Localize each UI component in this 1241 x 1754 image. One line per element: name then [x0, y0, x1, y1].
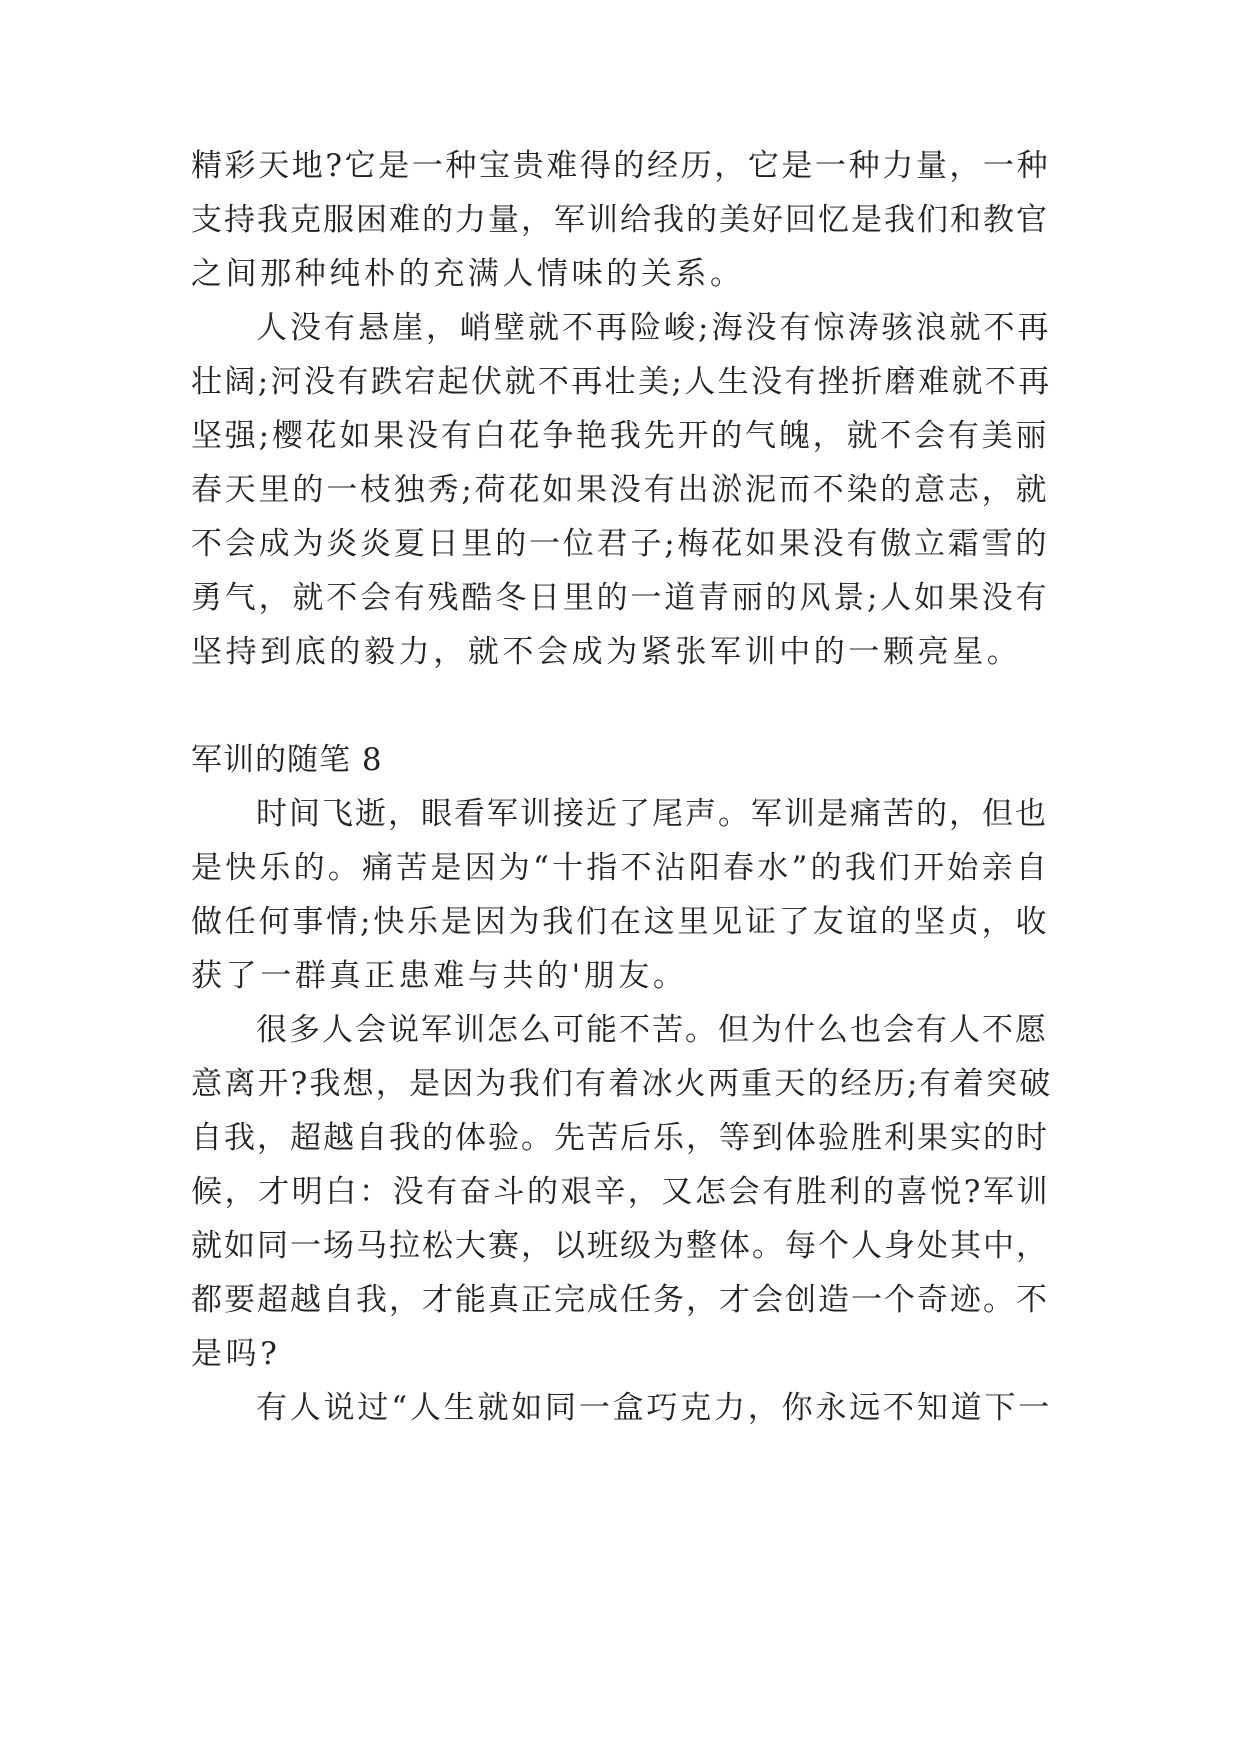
text-line: 春天里的一枝独秀;荷花如果没有出淤泥而不染的意志，就	[191, 472, 1050, 508]
text-line: 支持我克服困难的力量，军训给我的美好回忆是我们和教官	[191, 202, 1049, 238]
paragraph-first-line: 时间飞逝，眼看军训接近了尾声。军训是痛苦的，但也	[256, 796, 1048, 832]
text-line: 意离开?我想，是因为我们有着冰火两重天的经历;有着突破	[191, 1066, 1053, 1102]
section-heading: 军训的随笔 8	[191, 742, 383, 778]
text-line: 自我，超越自我的体验。先苦后乐，等到体验胜利果实的时	[191, 1120, 1049, 1156]
text-line: 精彩天地?它是一种宝贵难得的经历，它是一种力量，一种	[191, 148, 1051, 184]
text-line: 坚持到底的毅力，就不会成为紧张军训中的一颗亮星。	[191, 634, 1022, 670]
paragraph-first-line: 有人说过“人生就如同一盒巧克力，你永远不知道下一	[256, 1390, 1053, 1426]
text-line: 勇气，就不会有残酷冬日里的一道青丽的风景;人如果没有	[191, 580, 1050, 616]
text-line: 壮阔;河没有跌宕起伏就不再壮美;人生没有挫折磨难就不再	[191, 364, 1052, 400]
paragraph-first-line: 人没有悬崖，峭壁就不再险峻;海没有惊涛骇浪就不再	[256, 310, 1052, 346]
text-line: 是快乐的。痛苦是因为“十指不沾阳春水”的我们开始亲自	[191, 850, 1050, 886]
text-line: 就如同一场马拉松大赛，以班级为整体。每个人身处其中，	[191, 1228, 1049, 1264]
text-line: 候，才明白：没有奋斗的艰辛，又怎会有胜利的喜悦?军训	[191, 1174, 1051, 1210]
text-line: 做任何事情;快乐是因为我们在这里见证了友谊的坚贞，收	[191, 904, 1050, 940]
text-line: 获了一群真正患难与共的'朋友。	[191, 958, 688, 994]
text-line: 是吗?	[191, 1336, 281, 1372]
text-line: 坚强;樱花如果没有白花争艳我先开的气魄，就不会有美丽	[191, 418, 1050, 454]
text-line: 之间那种纯朴的充满人情味的关系。	[191, 256, 745, 292]
text-line: 都要超越自我，才能真正完成任务，才会创造一个奇迹。不	[191, 1282, 1049, 1318]
text-line: 不会成为炎炎夏日里的一位君子;梅花如果没有傲立霜雪的	[191, 526, 1050, 562]
paragraph-first-line: 很多人会说军训怎么可能不苦。但为什么也会有人不愿	[256, 1012, 1048, 1048]
